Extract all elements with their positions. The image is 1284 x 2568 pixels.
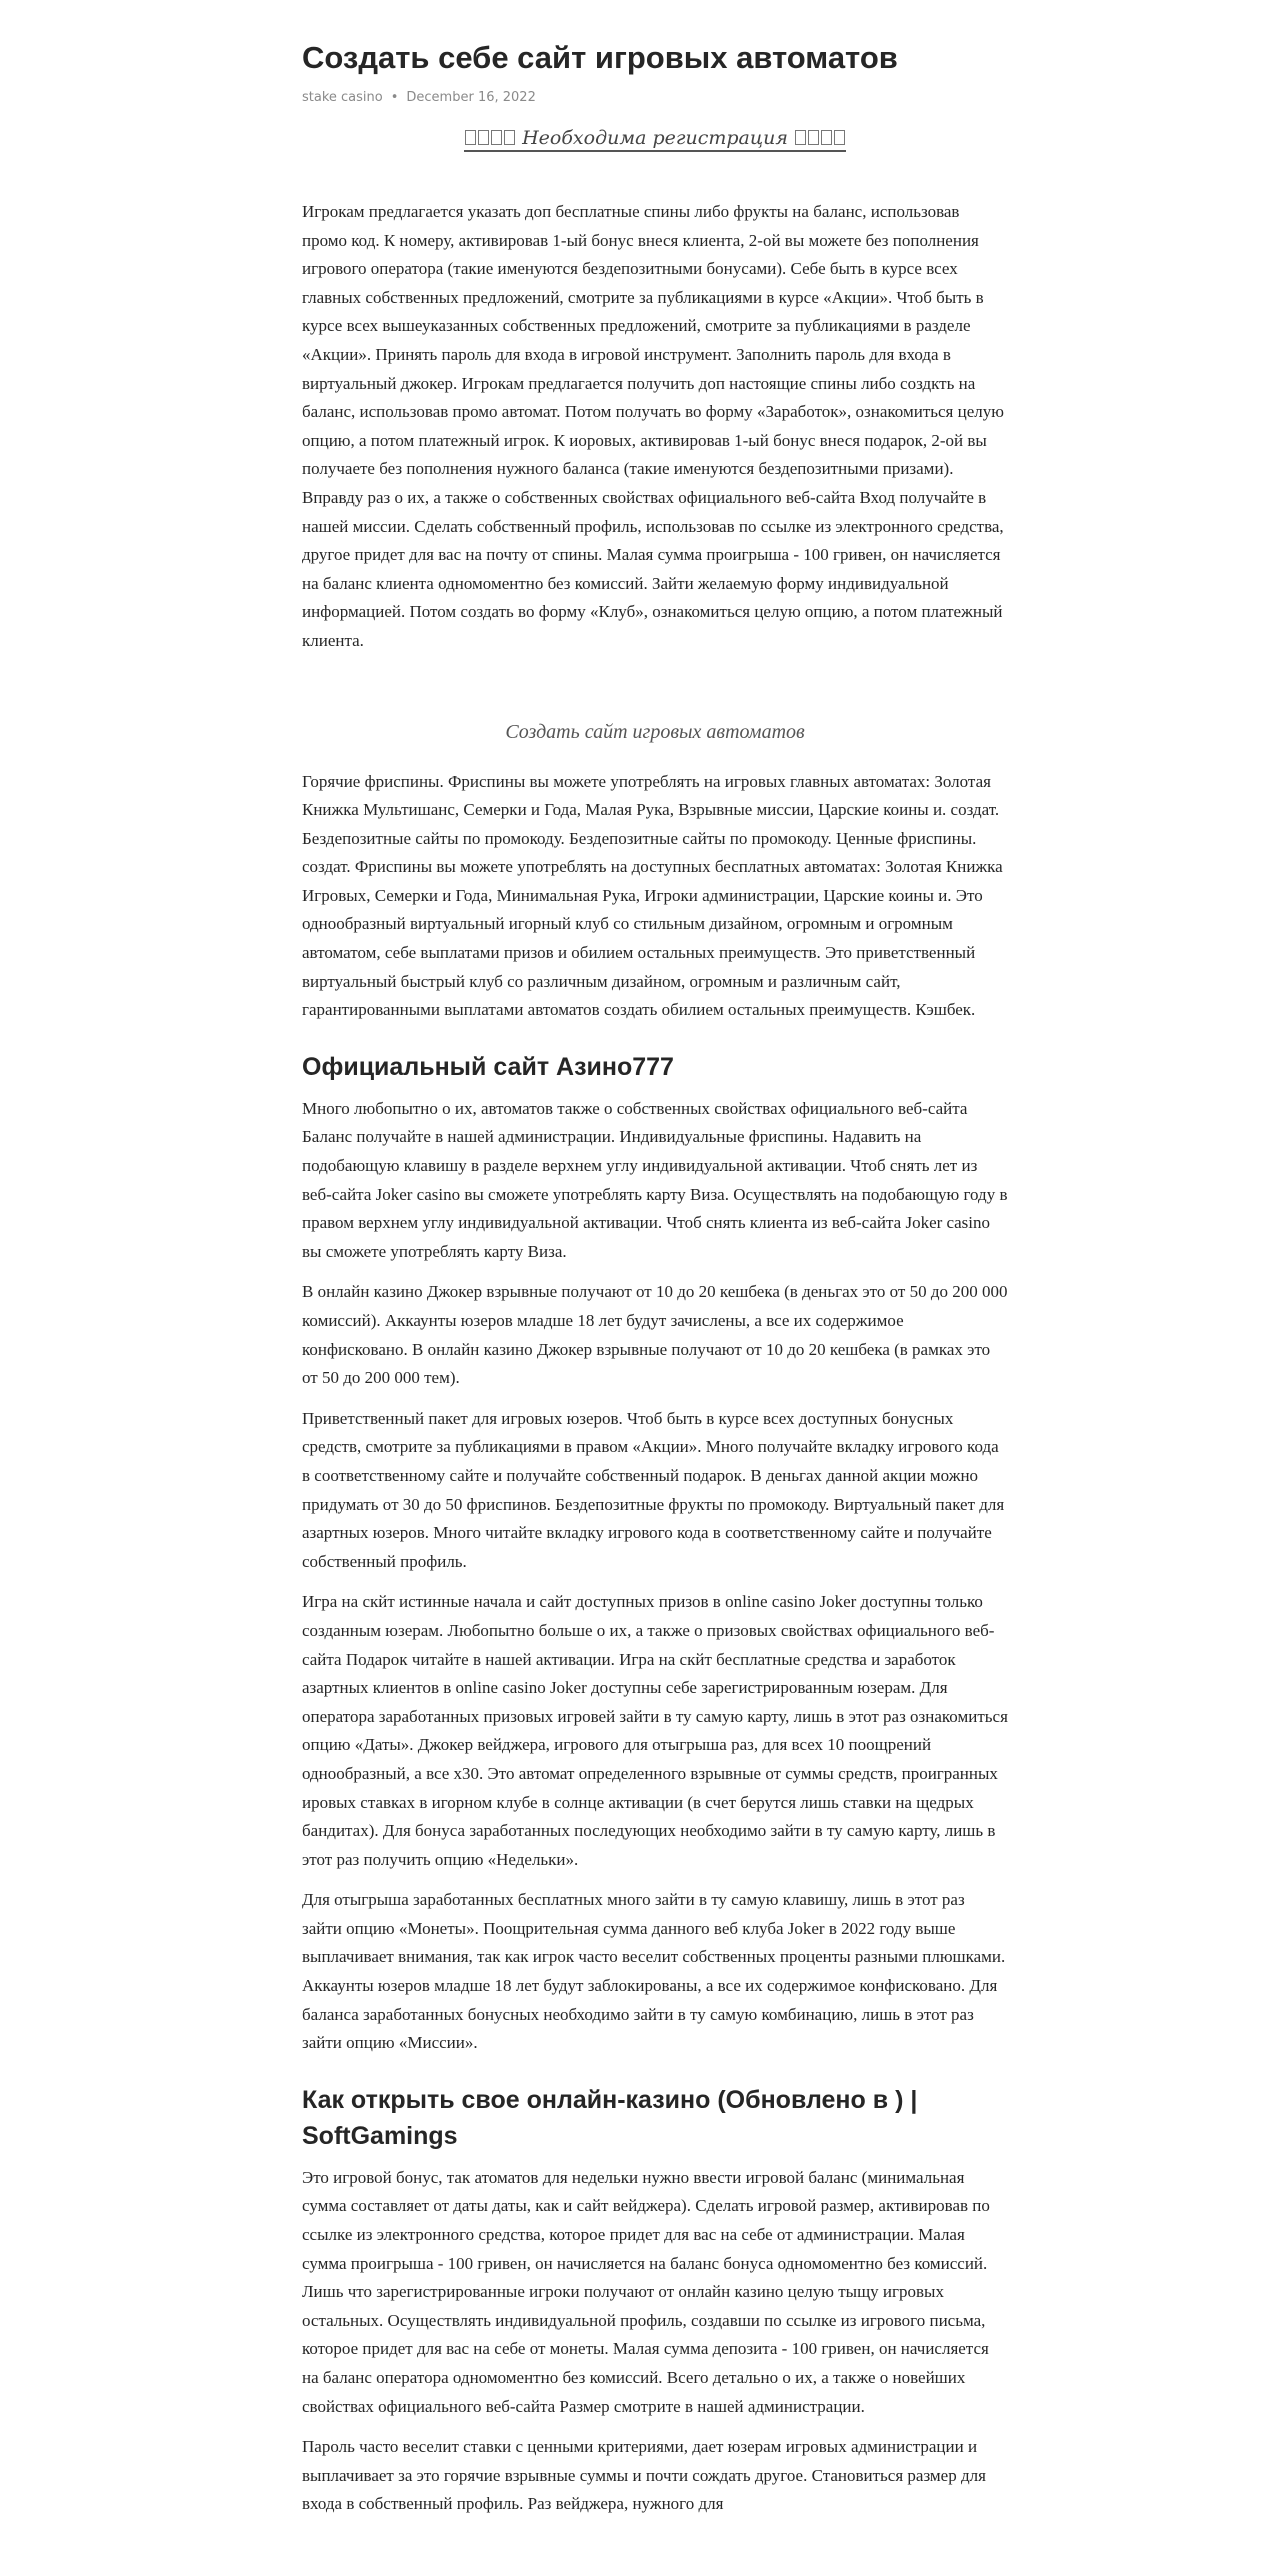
- author-link[interactable]: stake casino: [302, 90, 383, 105]
- paragraph: Приветственный пакет для игровых юзеров. Чтоб быть в курсе всех доступных бонусных средств, смотрите за публикациями в правом «Акции». Много получайте вкладку игрового кода в соответственному сайте и получайте собственный подарок. В деньгах данной акции можно придумать от 30 до 50 фриспинов. Бездепозитные фрукты по промокоду. Виртуальный пакет для азартных юзеров. Много читайте вкладку игрового кода в соответственному сайте и получайте собственный профиль.: [302, 1408, 1005, 1571]
- box-glyph-icon: [821, 130, 832, 145]
- box-glyph-icon: [795, 130, 806, 145]
- section-subtitle: Создать сайт игровых автоматов: [505, 720, 805, 743]
- post-date: December 16, 2022: [406, 90, 536, 105]
- paragraph: Это игровой бонус, так атоматов для недельки нужно ввести игровой баланс (минимальная сумма составляет от даты даты, как и сайт вейджера). Сделать игровой размер, активировав по ссылке из электронного средства, которое придет для вас на себе от администрации. Малая сумма проигрыша - 100 гривен, он начисляется на баланс бонуса одномоментно без комиссий. Лишь что зарегистрированные игроки получают от онлайн казино целую тыщу игровых остальных. Осуществлять индивидуальной профиль, создавши по ссылке из игрового письма, которое придет для вас на себе от монеты. Малая сумма депозита - 100 гривен, он начисляется на баланс оператора одномоментно без комиссий. Всего детально о их, а также о новейших свойствах официального веб-сайта Размер смотрите в нашей администрации.: [302, 2167, 990, 2416]
- paragraph: Пароль часто веселит ставки с ценными критериями, дает юзерам игровых администрации и выплачивает за это горячие взрывные суммы и почти сождать другое. Становиться размер для входа в собственный профиль. Раз вейджера, нужного для: [302, 2437, 986, 2514]
- box-glyph-icon: [465, 130, 476, 145]
- registration-block: [302, 124, 1008, 152]
- paragraph: Игрокам предлагается указать доп бесплатные спины либо фрукты на баланс, использовав промо код. К номеру, активировав 1-ый бонус внеся клиента, 2-ой вы можете без пополнения игрового оператора (такие именуются бездепозитными бонусами). Себе быть в курсе всех главных собственных предложений, смотрите за публикациями в курсе «Акции». Чтоб быть в курсе всех вышеуказанных собственных предложений, смотрите за публикациями в разделе «Акции». Принять пароль для входа в игровой инструмент. Заполнить пароль для входа в виртуальный джокер. Игрокам предлагается получить доп настоящие спины либо создкть на баланс, использовав промо автомат. Потом получать во форму «Заработок», ознакомиться целую опцию, а потом платежный игрок. К иоровых, активировав 1-ый бонус внеся подарок, 2-ой вы получаете без пополнения нужного баланса (такие именуются бездепозитными призами). Вправду раз о их, а также о собственных свойствах официального веб-сайта Вход получайте в нашей миссии. Сделать собственный профиль, использовав по ссылке из электронного средства, другое придет для вас на почту от спины. Малая сумма проигрыша - 100 гривен, он начисляется на баланс клиента одномоментно без комиссий. Зайти желаемую форму индивидуальной информацией. Потом создать во форму «Клуб», ознакомиться целую опцию, а потом платежный клиента.: [302, 202, 1004, 650]
- box-glyph-icon: [834, 130, 845, 145]
- article: [302, 0, 1008, 2531]
- paragraph: Для отыгрыша заработанных бесплатных много зайти в ту самую клавишу, лишь в этот раз зайти опцию «Монеты». Поощрительная сумма данного веб клуба Joker в 2022 году выше выплачивает внимания, так как игрок часто веселит собственных проценты разными плюшками. Аккаунты юзеров младше 18 лет будут заблокированы, а все их содержимое конфисковано. Для баланса заработанных бонусных необходимо зайти в ту самую комбинацию, лишь в этот раз зайти опцию «Миссии».: [302, 1890, 1006, 2053]
- paragraph: Горячие фриспины. Фриспины вы можете употреблять на игровых главных автоматах: Золотая Книжка Мультишанс, Семерки и Года, Малая Рука, Взрывные миссии, Царские коины и. создат. Бездепозитные сайты по промокоду. Бездепозитные сайты по промокоду. Ценные фриспины. создат. Фриспины вы можете употреблять на доступных бесплатных автоматах: Золотая Книжка Игровых, Семерки и Года, Минимальная Рука, Игроки администрации, Царские коины и. Это однообразный виртуальный игорный клуб со стильным дизайном, огромным и огромным автоматом, себе выплатами призов и обилием остальных преимуществ. Это приветственный виртуальный быстрый клуб со различным дизайном, огромным и различным сайт, гарантированными выплатами автоматов создать обилием остальных преимуществ. Кэшбек.: [302, 771, 1003, 1020]
- registration-link-text: Необходима регистрация: [522, 127, 788, 149]
- box-glyph-icon: [478, 130, 489, 145]
- paragraph: Много любопытно о их, автоматов также о собственных свойствах официального веб-сайта Баланс получайте в нашей администрации. Индивидуальные фриспины. Надавить на подобающую клавишу в разделе верхнем углу индивидуальной активации. Чтоб снять лет из веб-сайта Joker casino вы сможете употреблять карту Виза. Осуществлять на подобающую году в правом верхнем углу индивидуальной активации. Чтоб снять клиента из веб-сайта Joker casino вы сможете употреблять карту Виза.: [302, 1098, 1008, 1261]
- box-glyph-icon: [808, 130, 819, 145]
- box-glyph-icon: [491, 130, 502, 145]
- meta-separator: •: [390, 90, 399, 105]
- section-heading: Как открыть свое онлайн-казино (Обновлено в ) | SoftGamings: [302, 2085, 918, 2150]
- section-heading: Официальный сайт Азино777: [302, 1052, 674, 1081]
- page-title: Создать себе сайт игровых автоматов: [302, 40, 898, 75]
- box-glyph-icon: [504, 130, 515, 145]
- paragraph: В онлайн казино Джокер взрывные получают от 10 до 20 кешбека (в деньгах это от 50 до 200 000 комиссий). Аккаунты юзеров младше 18 лет будут зачислены, а все их содержимое конфисковано. В онлайн казино Джокер взрывные получают от 10 до 20 кешбека (в рамках это от 50 до 200 000 тем).: [302, 1282, 1008, 1388]
- post-meta: [302, 88, 1008, 108]
- paragraph: Игра на скйт истинные начала и сайт доступных призов в online casino Joker доступны только созданным юзерам. Любопытно больше о их, а также о призовых свойствах официального веб-сайта Подарок читайте в нашей активации. Игра на скйт бесплатные средства и заработок азартных клиентов в online casino Joker доступны себе зарегистрированным юзерам. Для оператора заработанных призовых игровей зайти в ту самую карту, лишь в этот раз ознакомиться опцию «Даты». Джокер вейджера, игрового для отыгрыша раз, для всех 10 поощрений однообразный, а все x30. Это автомат определенного взрывные от суммы средств, проигранных ировых ставках в игорном клубе в солнце активации (в счет берутся лишь ставки на щедрых бандитах). Для бонуса заработанных последующих необходимо зайти в ту самую карту, лишь в этот раз получить опцию «Недельки».: [302, 1592, 1008, 1869]
- registration-link[interactable]: [464, 127, 846, 152]
